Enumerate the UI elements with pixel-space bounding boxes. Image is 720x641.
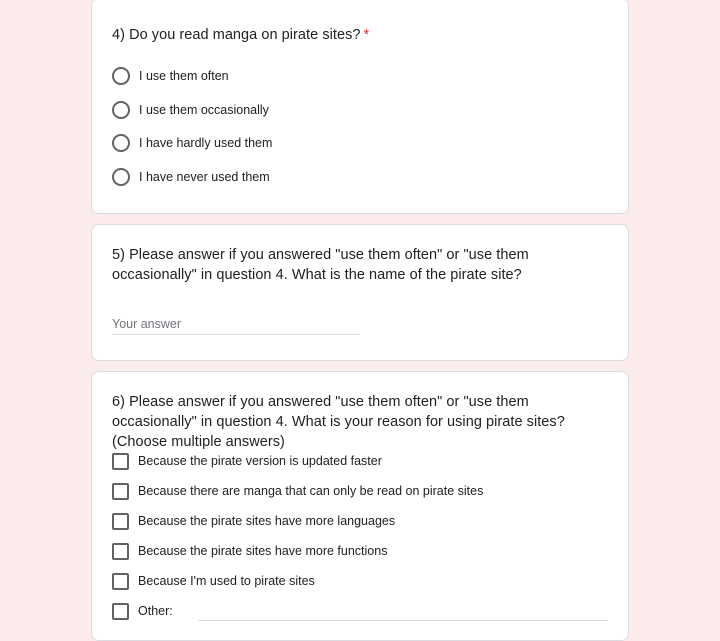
checkbox-option-updated-faster[interactable]	[112, 450, 382, 472]
checkbox-icon[interactable]	[112, 513, 129, 530]
radio-option-label: I have hardly used them	[139, 136, 273, 150]
checkbox-option-label: Because the pirate version is updated faster	[138, 454, 382, 468]
radio-option-occasionally[interactable]	[112, 99, 269, 121]
radio-option-label: I have never used them	[139, 170, 270, 184]
question-5-card	[91, 224, 629, 361]
checkbox-option-label: Because I'm used to pirate sites	[138, 574, 315, 588]
radio-option-label: I use them occasionally	[139, 103, 269, 117]
required-asterisk: *	[363, 27, 370, 43]
checkbox-icon[interactable]	[112, 483, 129, 500]
radio-option-never[interactable]	[112, 166, 270, 188]
question-5-title: 5) Please answer if you answered "use them often" or "use them occasionally" in question 4. What is the name of the pirate site?	[112, 247, 529, 283]
radio-option-hardly[interactable]	[112, 132, 272, 154]
checkbox-option-only-on-pirate[interactable]	[112, 480, 483, 502]
checkbox-option-more-languages[interactable]	[112, 510, 395, 532]
radio-button-icon[interactable]	[112, 67, 130, 85]
radio-option-often[interactable]	[112, 65, 229, 87]
radio-button-icon[interactable]	[112, 101, 130, 119]
question-4-title-text: 4) Do you read manga on pirate sites?	[112, 27, 361, 43]
other-text-input[interactable]	[198, 620, 608, 621]
question-6-title: 6) Please answer if you answered "use them often" or "use them occasionally" in question 4. What is your reason for using pirate sites? (Choose multiple answers)	[112, 394, 565, 450]
checkbox-icon[interactable]	[112, 453, 129, 470]
radio-button-icon[interactable]	[112, 168, 130, 186]
question-6-card	[91, 371, 629, 641]
checkbox-option-more-functions[interactable]	[112, 540, 387, 562]
radio-option-label: I use them often	[139, 69, 229, 83]
checkbox-option-label: Because there are manga that can only be read on pirate sites	[138, 484, 484, 498]
checkbox-icon[interactable]	[112, 603, 129, 620]
question-4-title	[112, 25, 604, 45]
radio-button-icon[interactable]	[112, 134, 130, 152]
checkbox-icon[interactable]	[112, 573, 129, 590]
checkbox-option-used-to[interactable]	[112, 570, 315, 592]
pirate-site-name-input[interactable]	[112, 313, 360, 335]
question-4-card	[91, 0, 629, 214]
checkbox-option-label: Other:	[138, 604, 173, 618]
checkbox-option-label: Because the pirate sites have more functions	[138, 544, 388, 558]
checkbox-option-other[interactable]	[112, 600, 173, 622]
checkbox-icon[interactable]	[112, 543, 129, 560]
checkbox-option-label: Because the pirate sites have more languages	[138, 514, 396, 528]
